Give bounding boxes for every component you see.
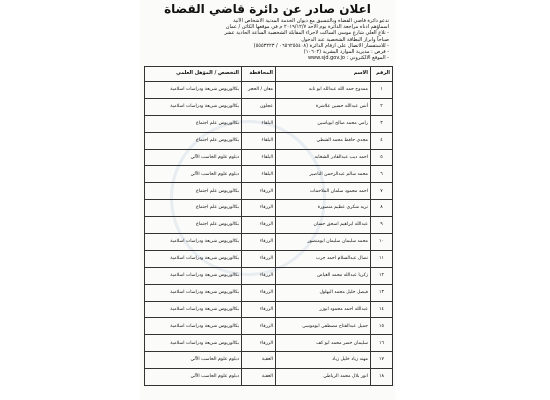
header-specialization: التخصص / المؤهل العلمي: [145, 67, 242, 82]
cell-name: أنس عبدالله حسين علاشرة: [276, 98, 371, 115]
intro-line: اسماؤهم ادناه مراجعة الدائرة يوم الاحد ٢٠١٩/١٢/٧ م في موقعها الكائن / عمان: [225, 24, 389, 31]
cell-number: ١٥: [371, 318, 393, 335]
cell-governorate: البلقاء: [242, 149, 276, 166]
cell-governorate: معان / الحجر: [242, 82, 276, 99]
table-row: [145, 149, 393, 166]
cell-name: عبدالله احمد محمود ابوزر: [276, 301, 371, 318]
table-row: [145, 335, 393, 352]
cell-specialization: دبلوم علوم الحاسب الآلي: [145, 149, 242, 166]
cell-number: ١٠: [371, 234, 393, 251]
cell-specialization: بكالوريوس علم اجتماع: [145, 132, 242, 149]
intro-text: [140, 18, 395, 61]
cell-specialization: بكالوريوس شريعة ودراسات اسلامية: [145, 82, 242, 99]
cell-number: ١١: [371, 250, 393, 267]
table-row: [145, 98, 393, 115]
table-row: [145, 166, 393, 183]
cell-specialization: بكالوريوس علم اجتماع: [145, 200, 242, 217]
table-row: [145, 132, 393, 149]
cell-governorate: الزرقاء: [242, 200, 276, 217]
table-row: [145, 301, 393, 318]
cell-name: احمد ديب عبدالقادر الشخابه: [276, 149, 371, 166]
cell-name: ممدوح حمد الله عبدالله ابو نابه: [276, 82, 371, 99]
cell-name: سليمان خضر محمد ابو كف: [276, 335, 371, 352]
announcement-sheet: [140, 0, 395, 400]
cell-name: زكريا عبدالله محمد الغياض: [276, 267, 371, 284]
cell-governorate: البلقاء: [242, 115, 276, 132]
cell-specialization: بكالوريوس شريعة ودراسات اسلامية: [145, 335, 242, 352]
cell-specialization: بكالوريوس شريعة ودراسات اسلامية: [145, 250, 242, 267]
intro-line: تدعو دائرة قاضي القضاة وبالتنسيق مع ديوان الخدمة المدنية الاشخاص الآتية: [233, 18, 389, 24]
cell-number: ١: [371, 82, 393, 99]
table-header-row: [145, 67, 393, 82]
cell-governorate: الزرقاء: [242, 335, 276, 352]
cell-number: ٤: [371, 132, 393, 149]
intro-line: - الموقع الالكتروني : www.sjd.gov.jo: [307, 55, 389, 62]
table-row: [145, 115, 393, 132]
cell-name: نضال عبدالسلام احمد حرب: [276, 250, 371, 267]
cell-number: ٢: [371, 98, 393, 115]
cell-governorate: البلقاء: [242, 132, 276, 149]
cell-specialization: بكالوريوس شريعة ودراسات اسلامية: [145, 318, 242, 335]
table-row: [145, 352, 393, 369]
cell-name: محمد سالم عبدالرحمن الناصير: [276, 166, 371, 183]
cell-number: ١٣: [371, 284, 393, 301]
cell-name: رامي محمد صالح ابوياسين: [276, 115, 371, 132]
intro-line: - قرص : مديرية الموارد البشرية (١٠٦٠٢): [303, 49, 389, 56]
table-row: [145, 267, 393, 284]
cell-number: ٥: [371, 149, 393, 166]
cell-number: ٩: [371, 217, 393, 234]
cell-governorate: الزرقاء: [242, 250, 276, 267]
cell-governorate: الزرقاء: [242, 217, 276, 234]
table-row: [145, 318, 393, 335]
cell-number: ١٦: [371, 335, 393, 352]
cell-name: نزيه شكري عظيم منصورة: [276, 200, 371, 217]
cell-number: ٦: [371, 166, 393, 183]
table-row: [145, 369, 393, 386]
table-row: [145, 250, 393, 267]
table-row: [145, 200, 393, 217]
cell-governorate: الزرقاء: [242, 284, 276, 301]
cell-number: ٣: [371, 115, 393, 132]
cell-governorate: الزرقاء: [242, 183, 276, 200]
cell-governorate: البلقاء: [242, 166, 276, 183]
cell-number: ١٤: [371, 301, 393, 318]
table-row: [145, 183, 393, 200]
cell-number: ١٨: [371, 369, 393, 386]
intro-line: - للاستفسار الاتصال على ارقام الدائرة (٠٦٥٦٢٥٥٤٠٨ / ٥٥٥٣٢٢٣): [253, 42, 389, 49]
cell-number: ٧: [371, 183, 393, 200]
cell-governorate: الزرقاء: [242, 234, 276, 251]
cell-number: ١٧: [371, 352, 393, 369]
document-title: اعلان صادر عن دائرة قاضي القضاة: [164, 2, 371, 16]
cell-number: ١٢: [371, 267, 393, 284]
candidates-table: [144, 66, 393, 386]
cell-specialization: بكالوريوس شريعة ودراسات اسلامية: [145, 234, 242, 251]
intro-line: - تلاع العلي شارع موسى الساكت لاجراء المقابلة الشخصية الساعة الحادية عشر: [224, 30, 389, 37]
cell-name: انور بلال محمد الرياطي: [276, 369, 371, 386]
cell-governorate: عجلون: [242, 98, 276, 115]
cell-name: مهند زياد خليل زياد: [276, 352, 371, 369]
cell-name: مجدي حافظ محمد الشطي: [276, 132, 371, 149]
header-number: الرقم: [371, 67, 393, 82]
header-name: الاسم: [276, 67, 371, 82]
cell-specialization: بكالوريوس شريعة ودراسات اسلامية: [145, 267, 242, 284]
cell-specialization: بكالوريوس شريعة ودراسات اسلامية: [145, 301, 242, 318]
cell-specialization: دبلوم علوم الحاسب الآلي: [145, 369, 242, 386]
cell-specialization: بكالوريوس علم اجتماع: [145, 217, 242, 234]
cell-specialization: بكالوريوس شريعة ودراسات اسلامية: [145, 284, 242, 301]
header-governorate: المحافظة: [242, 67, 276, 82]
cell-specialization: دبلوم علوم الحاسب الآلي: [145, 352, 242, 369]
cell-specialization: بكالوريوس علم اجتماع: [145, 115, 242, 132]
cell-governorate: الزرقاء: [242, 301, 276, 318]
cell-specialization: بكالوريوس شريعة ودراسات اسلامية: [145, 98, 242, 115]
table-row: [145, 234, 393, 251]
cell-specialization: بكالوريوس علم اجتماع: [145, 183, 242, 200]
intro-line: صباحاً وابراز البطاقة الشخصية عند الدخول: [301, 36, 389, 43]
cell-governorate: الزرقاء: [242, 318, 276, 335]
cell-name: جميل عبدالفتاح مصطفى ابوموسى: [276, 318, 371, 335]
cell-governorate: العقبة: [242, 369, 276, 386]
cell-name: احمد محمود سلمان الملاحمات: [276, 183, 371, 200]
cell-number: ٨: [371, 200, 393, 217]
cell-governorate: الزرقاء: [242, 267, 276, 284]
cell-name: محمد سليمان سليمان ابومنصور: [276, 234, 371, 251]
cell-name: عبدالله ابراهيم اسحق حسان: [276, 217, 371, 234]
cell-name: فيصل خليل محمد البهلول: [276, 284, 371, 301]
table-row: [145, 217, 393, 234]
cell-governorate: العقبة: [242, 352, 276, 369]
table-row: [145, 82, 393, 99]
cell-specialization: دبلوم علوم الحاسب الآلي: [145, 166, 242, 183]
table-row: [145, 284, 393, 301]
